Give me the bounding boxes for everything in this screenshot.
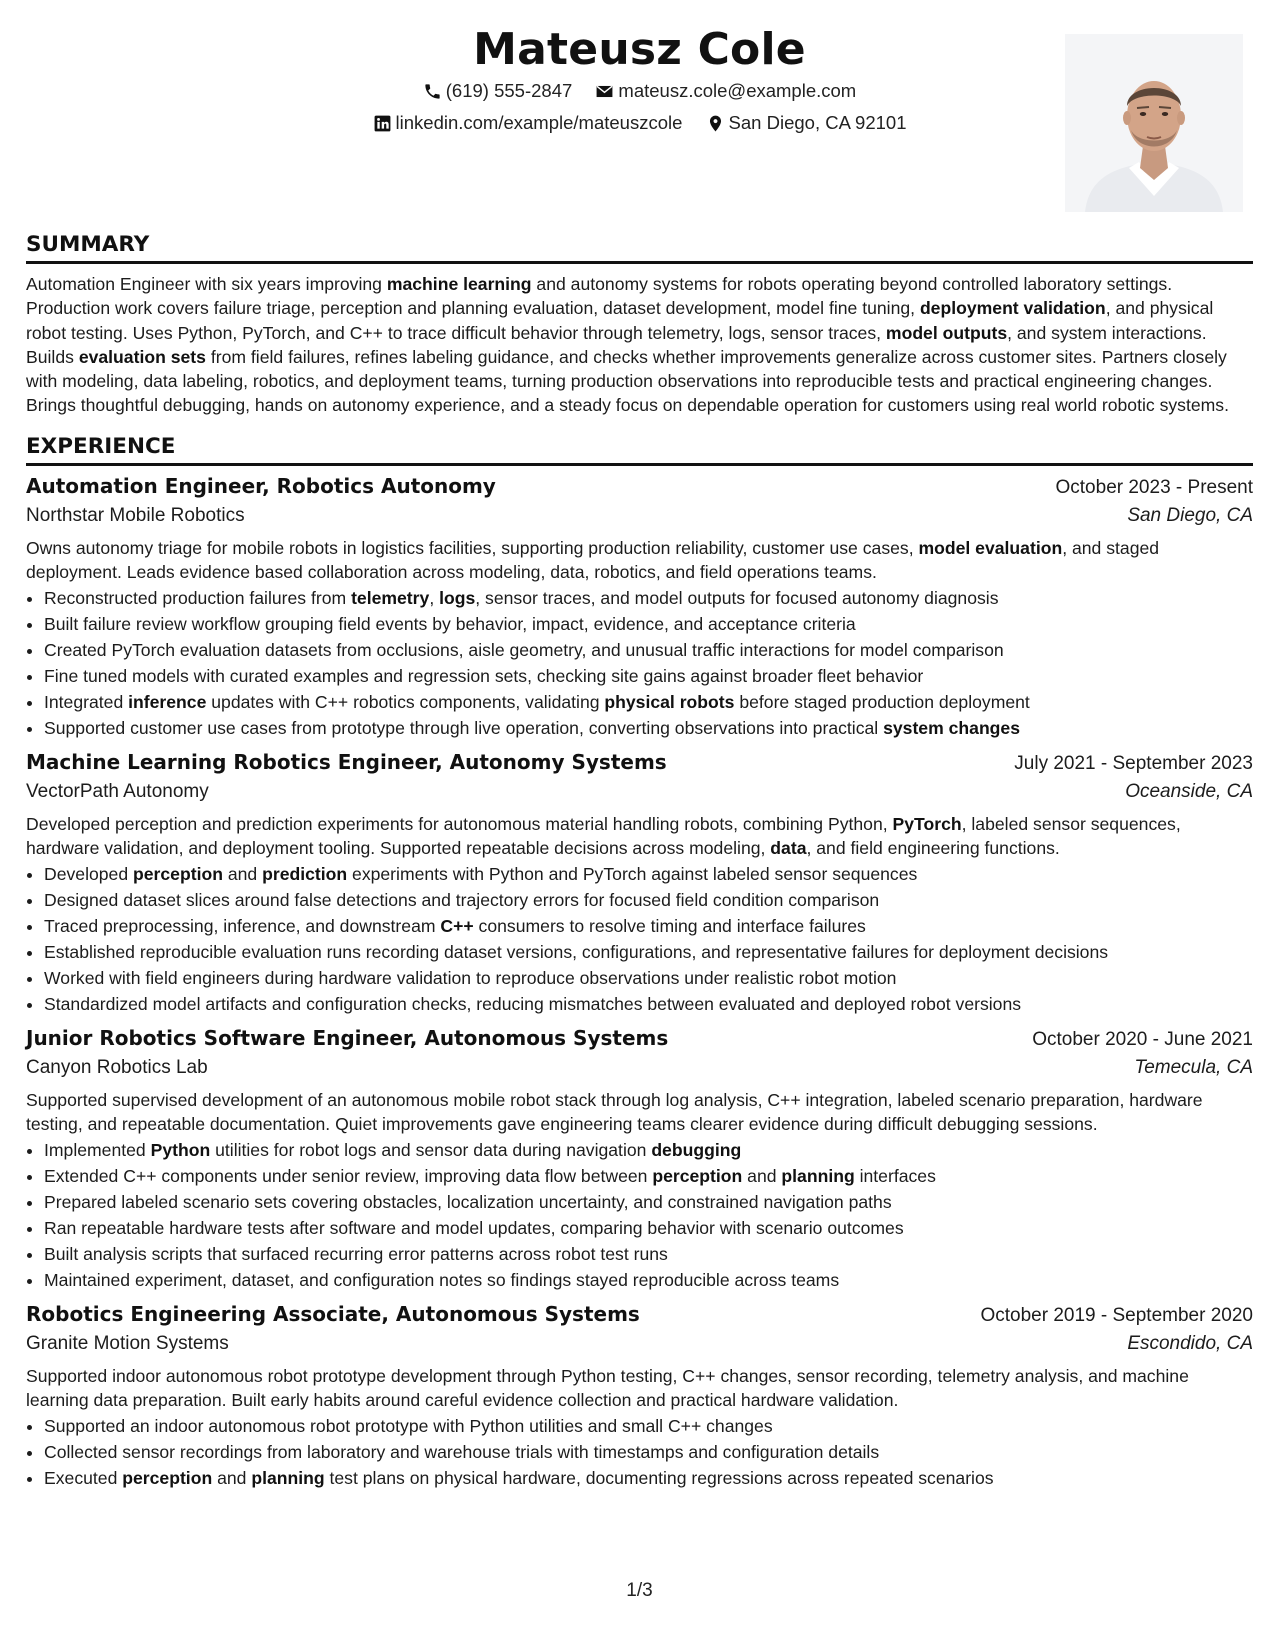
bullet-item: • Supported an indoor autonomous robot prototype with Python utilities and small C++ changes: [44, 1414, 1253, 1440]
phone-icon: [423, 82, 442, 101]
resume-page: [26, 0, 1253, 1650]
phone-number: (619) 555-2847: [445, 80, 573, 101]
job-description: Supported indoor autonomous robot prototype development through Python testing, C++ changes, sensor recording, telemetry analysis, and machine learning data preparation. Built early habits around careful evidence collection and practical hardware validation.: [26, 1365, 1189, 1411]
bullet-item: • Supported customer use cases from prototype through live operation, converting observations into practical system changes: [44, 716, 1253, 742]
job-title: Automation Engineer, Robotics Autonomy: [26, 473, 496, 498]
map-pin-icon: [706, 114, 725, 133]
experience-heading: EXPERIENCE: [26, 434, 1253, 466]
candidate-name: Mateusz Cole: [473, 24, 806, 75]
job-description: Developed perception and prediction experiments for autonomous material handling robots, combining Python, PyTorch, labeled sensor sequences, hardware validation, and deployment tooling. Supported repeatable decisions across modeling, data, and field engineering functions.: [26, 813, 1181, 859]
address-text: San Diego, CA 92101: [728, 112, 907, 133]
company-name: Northstar Mobile Robotics: [26, 504, 245, 526]
job-bullets: [26, 862, 1253, 1017]
phone-contact: [423, 80, 573, 102]
job-entry-4: [26, 1302, 1253, 1492]
experience-list: [26, 474, 1253, 1492]
bullet-item: • Collected sensor recordings from laboratory and warehouse trials with timestamps and configuration details: [44, 1440, 1253, 1466]
linkedin-icon: [373, 114, 392, 133]
job-location: Escondido, CA: [1127, 1332, 1253, 1354]
page-number: 1/3: [626, 1580, 653, 1601]
bullet-item: • Implemented Python utilities for robot logs and sensor data during navigation debugging: [44, 1138, 1253, 1164]
job-dates: July 2021 - September 2023: [1014, 752, 1253, 774]
job-description: Owns autonomy triage for mobile robots in logistics facilities, supporting production reliability, customer use cases, model evaluation, and staged deployment. Leads evidence based collaboration across modeling, data, robotics, and field operations teams.: [26, 537, 1160, 583]
company-name: VectorPath Autonomy: [26, 780, 209, 802]
profile-photo: [1065, 34, 1243, 212]
bullet-item: • Built failure review workflow grouping field events by behavior, impact, evidence, and acceptance criteria: [44, 612, 1253, 638]
bullet-item: • Reconstructed production failures from telemetry, logs, sensor traces, and model outputs for focused autonomy diagnosis: [44, 586, 1253, 612]
bullet-item: • Prepared labeled scenario sets covering obstacles, localization uncertainty, and constrained navigation paths: [44, 1190, 1253, 1216]
bullet-item: • Standardized model artifacts and configuration checks, reducing mismatches between evaluated and deployed robot versions: [44, 992, 1253, 1018]
bullet-item: • Maintained experiment, dataset, and configuration notes so findings stayed reproducible across teams: [44, 1268, 1253, 1294]
bullet-item: • Created PyTorch evaluation datasets from occlusions, aisle geometry, and unusual traffic interactions for model comparison: [44, 638, 1253, 664]
summary-paragraph: Automation Engineer with six years improving machine learning and autonomy systems for robots operating beyond controlled laboratory settings. Production work covers failure triage, perception and planning evaluation, dataset development, model fine tuning, deployment validation, and physical robot testing. Uses Python, PyTorch, and C++ to trace difficult behavior through telemetry, logs, sensor traces, model outputs, and system interactions. Builds evaluation sets from field failures, refines labeling guidance, and checks whether improvements generalize across customer sites. Partners closely with modeling, data labeling, robotics, and deployment teams, turning production observations into reproducible tests and practical engineering changes. Brings thoughtful debugging, hands on autonomy experience, and a steady focus on dependable operation for customers using real world robotic systems.: [26, 274, 1229, 416]
bullet-item: • Integrated inference updates with C++ robotics components, validating physical robots before staged production deployment: [44, 690, 1253, 716]
company-name: Granite Motion Systems: [26, 1332, 229, 1354]
bullet-item: • Fine tuned models with curated examples and regression sets, checking site gains against broader fleet behavior: [44, 664, 1253, 690]
envelope-icon: [595, 82, 614, 101]
linkedin-contact[interactable]: [373, 112, 683, 134]
resume-header: [26, 0, 1253, 232]
job-description: Supported supervised development of an autonomous mobile robot stack through log analysis, C++ integration, labeled scenario preparation, hardware testing, and repeatable documentation. Quiet improvements gave engineering teams clearer evidence during difficult debugging sessions.: [26, 1089, 1203, 1135]
email-contact[interactable]: [595, 80, 856, 102]
bullet-item: • Designed dataset slices around false detections and trajectory errors for focused field condition comparison: [44, 888, 1253, 914]
bullet-item: • Extended C++ components under senior review, improving data flow between perception and planning interfaces: [44, 1164, 1253, 1190]
avatar-illustration: [1065, 34, 1243, 212]
job-bullets: [26, 1414, 1253, 1492]
job-location: Oceanside, CA: [1125, 780, 1253, 802]
bullet-item: • Ran repeatable hardware tests after software and model updates, comparing behavior with scenario outcomes: [44, 1216, 1253, 1242]
bullet-item: • Traced preprocessing, inference, and downstream C++ consumers to resolve timing and interface failures: [44, 914, 1253, 940]
bullet-item: • Built analysis scripts that surfaced recurring error patterns across robot test runs: [44, 1242, 1253, 1268]
job-location: San Diego, CA: [1127, 504, 1253, 526]
address-contact: [706, 112, 907, 134]
job-location: Temecula, CA: [1134, 1056, 1253, 1078]
job-bullets: [26, 586, 1253, 741]
job-entry-1: [26, 474, 1253, 742]
bullet-item: • Developed perception and prediction experiments with Python and PyTorch against labeled sensor sequences: [44, 862, 1253, 888]
linkedin-url[interactable]: linkedin.com/example/mateuszcole: [395, 112, 683, 133]
job-dates: October 2020 - June 2021: [1032, 1028, 1253, 1050]
summary-heading: SUMMARY: [26, 232, 1253, 264]
job-title: Junior Robotics Software Engineer, Autonomous Systems: [26, 1025, 669, 1050]
job-entry-2: [26, 750, 1253, 1018]
bullet-item: • Worked with field engineers during hardware validation to reproduce observations under realistic robot motion: [44, 966, 1253, 992]
job-title: Machine Learning Robotics Engineer, Autonomy Systems: [26, 749, 667, 774]
job-bullets: [26, 1138, 1253, 1293]
company-name: Canyon Robotics Lab: [26, 1056, 208, 1078]
job-title: Robotics Engineering Associate, Autonomous Systems: [26, 1301, 640, 1326]
bullet-item: • Executed perception and planning test plans on physical hardware, documenting regressions across repeated scenarios: [44, 1466, 1253, 1492]
job-entry-3: [26, 1026, 1253, 1294]
email-address[interactable]: mateusz.cole@example.com: [618, 80, 857, 101]
job-dates: October 2023 - Present: [1055, 476, 1253, 498]
bullet-item: • Established reproducible evaluation runs recording dataset versions, configurations, and representative failures for deployment decisions: [44, 940, 1253, 966]
job-dates: October 2019 - September 2020: [980, 1304, 1253, 1326]
